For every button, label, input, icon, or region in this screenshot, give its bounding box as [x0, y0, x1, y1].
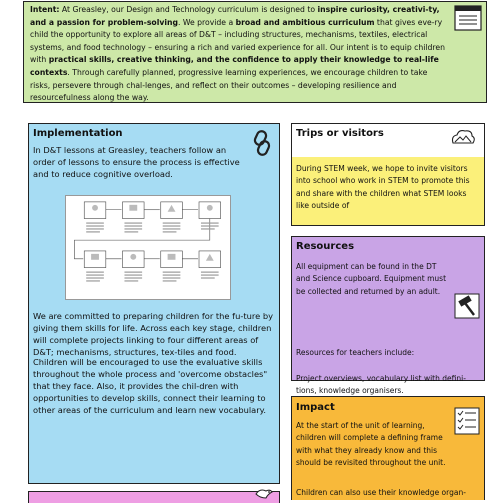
document-icon — [454, 5, 482, 31]
resources-list-text: Project overviews, vocabulary list with defini- tions, knowledge organisers. — [296, 374, 466, 396]
landscape-cloud-icon — [450, 127, 476, 147]
trips-panel — [291, 123, 485, 226]
lesson-sequence-diagram — [65, 195, 231, 300]
resources-teachers-text: Resources for teachers include: — [296, 348, 415, 357]
chain-link-icon — [251, 130, 273, 156]
implementation-skills-text: We are committed to preparing children for the fu-ture by giving them skills for life. Across each key stage, children will complete projects linking to four different areas of D&T; mechanisms, structures, tex-tiles and food. — [33, 311, 273, 357]
intent-text: Intent: At Greasley, our Design and Technology curriculum is designed to inspire curiosity, creativi-ty, and a passion for problem-solving. We provide a broad and ambitious curriculum that gives eve-ry child the opportunity to explore all areas of D&T – including structures, mechanisms, textiles, electrical systems, and food technology – ensuring a rich and varied experience for all. Our intent is to equip children with practical skills, creative thinking, and the confidence to apply their knowledge to real-life contexts. Through carefully planned, progressive learning experiences, we encourage children to take risks, persevere through chal-lenges, and reflect on their outcomes – developing resilience and resourcefulness along the way. — [30, 5, 446, 103]
hammer-icon — [454, 293, 480, 319]
intent-panel — [23, 1, 487, 103]
trips-title: Trips or visitors — [296, 128, 384, 139]
impact-panel — [291, 396, 485, 500]
implementation-evaluation-text: Children will be encouraged to use the evaluative skills throughout the whole process and 'overcome obstacles" that they face. Also, it provides the chil-dren with opportunities to develop skills, connect their learning to other areas of the curriculum and learn new vocabulary. — [33, 357, 268, 415]
implementation-intro: In D&T lessons at Greasley, teachers follow an order of lessons to ensure the process is effective and to reduce cognitive overload. — [33, 145, 240, 179]
resources-equipment-text: All equipment can be found in the DT and Science cupboard. Equipment must be collected and returned by an adult. — [296, 262, 447, 296]
checklist-icon — [454, 407, 480, 435]
resources-title: Resources — [296, 241, 355, 252]
impact-knowledge-text: Children can also use their knowledge organ- — [296, 488, 466, 497]
impact-title: Impact — [296, 402, 335, 413]
impact-defining-frame-text: At the start of the unit of learning, children will complete a defining frame with what they already know and this should be revisited throughout the unit. — [296, 421, 446, 468]
trips-text: During STEM week, we hope to invite visitors into school who work in STEM to promote this and share with the children what STEM looks like outside of — [296, 164, 470, 211]
trips-header — [292, 124, 484, 157]
pink-panel-top — [28, 491, 280, 503]
resources-panel — [291, 236, 485, 396]
implementation-title: Implementation — [33, 128, 123, 139]
implementation-panel — [28, 123, 280, 484]
bird-icon — [254, 486, 274, 500]
intent-label: Intent: — [30, 5, 60, 14]
